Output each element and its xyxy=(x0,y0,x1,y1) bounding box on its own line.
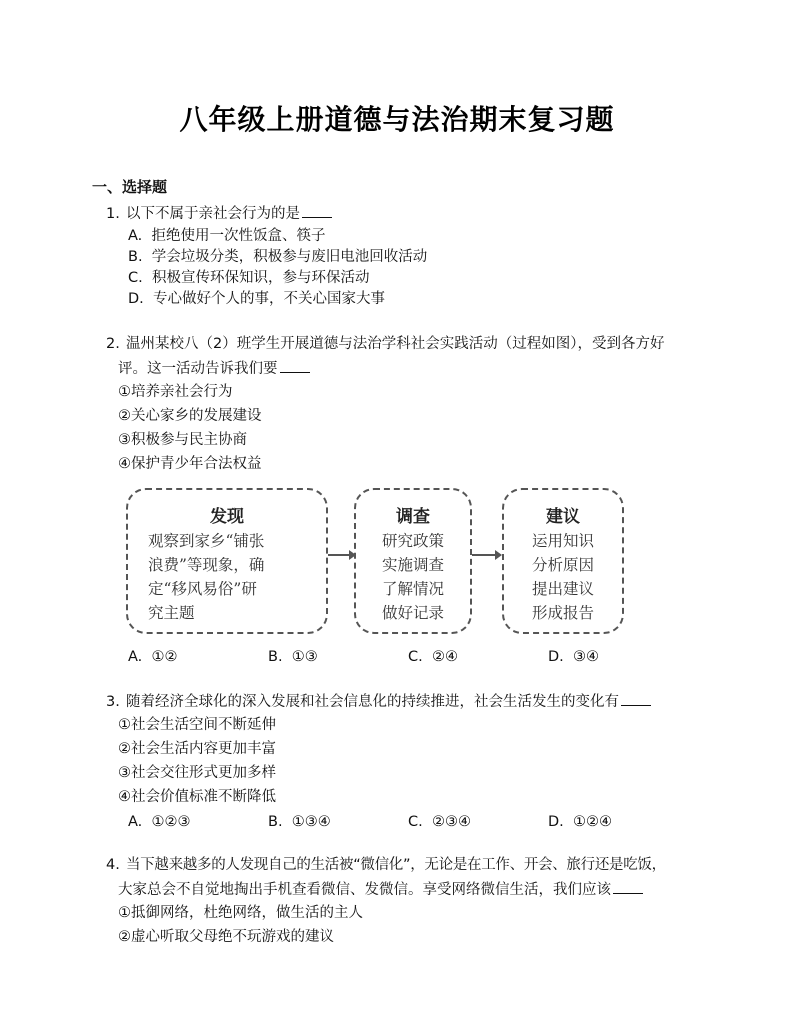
q3-item-1: ①社会生活空间不断延伸 xyxy=(118,717,276,733)
q2-answer-a: A. ①② xyxy=(128,649,178,665)
q2-item-3: ③积极参与民主协商 xyxy=(118,432,247,448)
flow-box-investigate xyxy=(354,488,472,634)
q3-answer-row xyxy=(0,812,794,832)
question-1-stem xyxy=(106,203,332,224)
answer-blank xyxy=(621,691,651,706)
box-line: 研究政策 xyxy=(381,532,444,550)
box-line: 运用知识 xyxy=(531,532,594,550)
box-line: 实施调查 xyxy=(381,556,444,574)
q1-option-c: C. 积极宣传环保知识，参与环保活动 xyxy=(128,270,370,286)
question-2-stem-line1 xyxy=(106,334,664,354)
flow-box-discover xyxy=(126,488,328,634)
q1-option-a: A. 拒绝使用一次性饭盒、筷子 xyxy=(128,228,326,244)
q1-option-d: D. 专心做好个人的事，不关心国家大事 xyxy=(128,291,385,307)
question-4-stem-line1 xyxy=(106,855,666,875)
page-title: 八年级上册道德与法治期末复习题 xyxy=(179,103,615,136)
box-title: 建议 xyxy=(546,507,580,527)
box-body xyxy=(504,529,622,625)
question-4-stem-line2 xyxy=(118,879,643,900)
q3-item-3: ③社会交往形式更加多样 xyxy=(118,765,276,781)
q4-item-1: ①抵御网络，杜绝网络，做生活的主人 xyxy=(118,905,363,921)
q2-item-2: ②关心家乡的发展建设 xyxy=(118,408,262,424)
box-line: 形成报告 xyxy=(531,604,594,622)
question-number: 1. xyxy=(106,206,120,222)
question-3-stem xyxy=(106,691,651,712)
question-text: 当下越来越多的人发现自己的生活被“微信化”，无论是在工作、开会、旅行还是吃饭， xyxy=(126,857,666,873)
question-number: 4. xyxy=(106,857,120,873)
q2-answer-c: C. ②④ xyxy=(408,649,458,665)
q3-answer-b: B. ①③④ xyxy=(268,814,331,830)
q3-answer-c: C. ②③④ xyxy=(408,814,471,830)
question-text: 大家总会不自觉地掏出手机查看微信、发微信。享受网络微信生活，我们应该 xyxy=(118,882,611,898)
q3-item-2: ②社会生活内容更加丰富 xyxy=(118,741,276,757)
box-line: 做好记录 xyxy=(381,604,444,622)
q2-answer-b: B. ①③ xyxy=(268,649,318,665)
q3-item-4: ④社会价值标准不断降低 xyxy=(118,789,276,805)
q1-option-b: B. 学会垃圾分类，积极参与废旧电池回收活动 xyxy=(128,249,428,265)
question-number: 2. xyxy=(106,336,120,352)
q2-item-4: ④保护青少年合法权益 xyxy=(118,456,262,472)
q3-answer-a: A. ①②③ xyxy=(128,814,191,830)
box-line: 了解情况 xyxy=(381,580,444,598)
question-text: 随着经济全球化的深入发展和社会信息化的持续推进，社会生活发生的变化有 xyxy=(126,694,619,710)
question-text: 以下不属于亲社会行为的是 xyxy=(126,206,300,222)
box-body xyxy=(128,529,326,625)
box-line: 观察到家乡“铺张 xyxy=(148,532,265,550)
q3-answer-d: D. ①②④ xyxy=(548,814,612,830)
flow-arrow xyxy=(328,554,354,556)
box-line: 分析原因 xyxy=(531,556,594,574)
box-title: 调查 xyxy=(396,507,430,527)
question-2-stem-line2 xyxy=(118,358,310,379)
answer-blank xyxy=(613,879,643,894)
box-line: 浪费”等现象，确 xyxy=(148,556,265,574)
box-title: 发现 xyxy=(210,507,244,527)
process-diagram xyxy=(122,484,632,640)
answer-blank xyxy=(280,358,310,373)
q2-answer-row xyxy=(0,647,794,667)
question-text: 评。这一活动告诉我们要 xyxy=(118,361,278,377)
box-line: 定“移风易俗”研 xyxy=(148,580,257,598)
section-heading: 一、选择题 xyxy=(92,178,168,196)
box-body xyxy=(356,529,470,625)
question-text: 温州某校八（2）班学生开展道德与法治学科社会实践活动（过程如图），受到各方好 xyxy=(126,336,665,352)
flow-box-suggest xyxy=(502,488,624,634)
question-number: 3. xyxy=(106,694,120,710)
flow-arrow xyxy=(472,554,500,556)
box-line: 究主题 xyxy=(148,604,195,622)
answer-blank xyxy=(302,203,332,218)
q2-answer-d: D. ③④ xyxy=(548,649,599,665)
box-line: 提出建议 xyxy=(531,580,594,598)
q2-item-1: ①培养亲社会行为 xyxy=(118,384,233,400)
q4-item-2: ②虚心听取父母绝不玩游戏的建议 xyxy=(118,929,334,945)
